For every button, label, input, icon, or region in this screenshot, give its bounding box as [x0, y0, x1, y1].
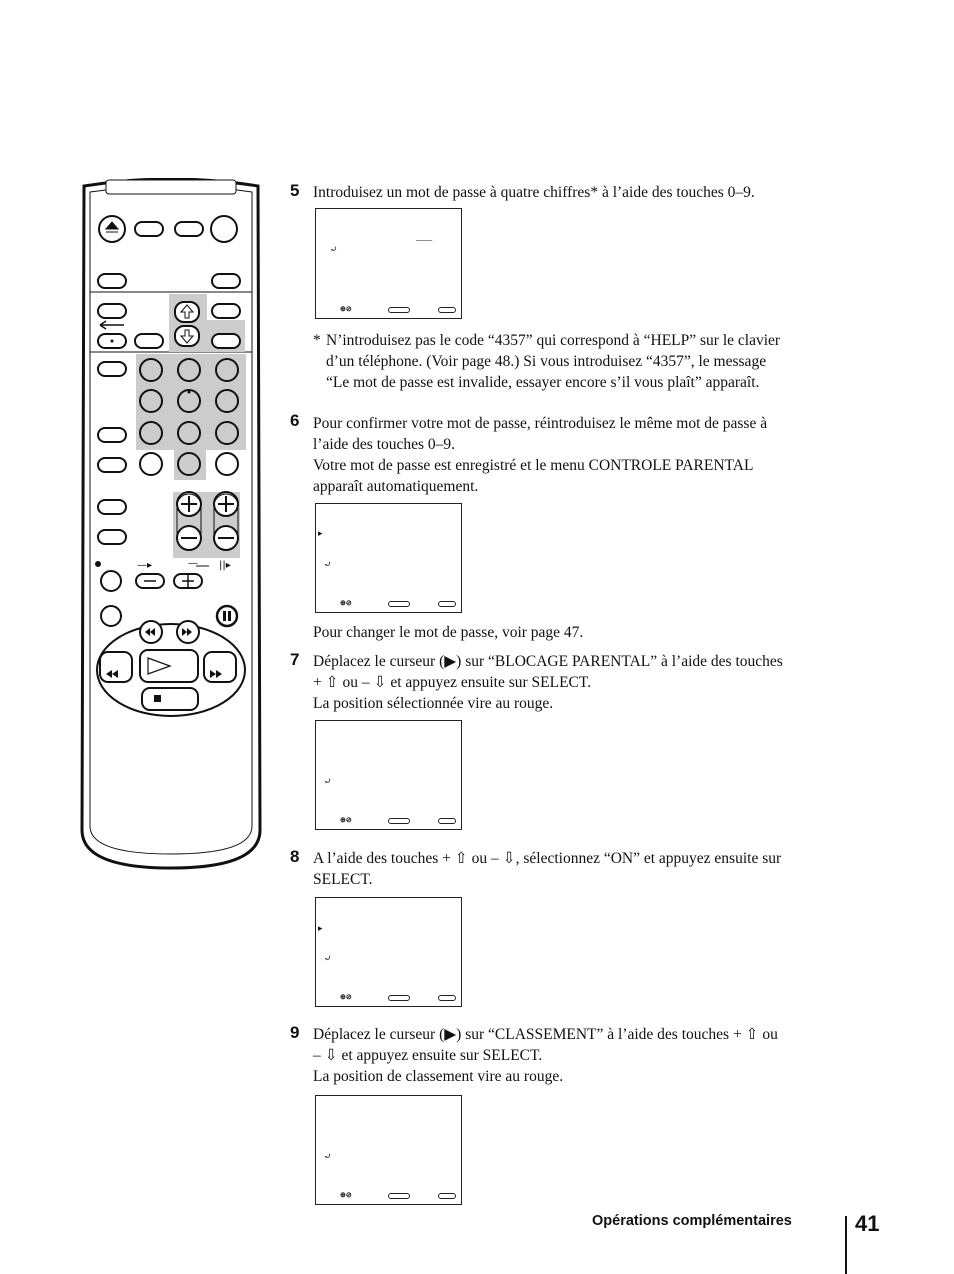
return-icon: ⤾ — [324, 1151, 332, 1161]
step-number: 9 — [290, 1023, 300, 1042]
footnote: N’introduisez pas le code “4357” qui correspond à “HELP” sur le clavier d’un téléphone. (Voir page 48.) Si vous introduisez “4357”, le message “Le mot de passe est invalide, essayer encore s’il vous plaît” apparaît. — [326, 332, 781, 391]
step-text: Déplacez le curseur (▶) sur “CLASSEMENT” à l’aide des touches + ⇧ ou – ⇩ et appuyez ensuite sur SELECT. La position de classement vire au rouge. — [313, 1026, 778, 1085]
return-icon: ⤾ — [324, 559, 332, 569]
remote-slow-label: ||▸ — [219, 560, 231, 571]
step-number: 8 — [290, 847, 300, 866]
screen-badge: ⊕⊘ — [340, 817, 352, 824]
page-number: 41 — [855, 1211, 880, 1236]
remote-dash-label: — — [188, 558, 198, 569]
return-icon: ⤾ — [324, 776, 332, 786]
tv-screen-parental-control — [315, 503, 462, 613]
note-change-password: Pour changer le mot de passe, voir page 47. — [313, 624, 584, 641]
tv-screen-rating — [315, 1095, 462, 1205]
footnote-marker: * — [313, 332, 321, 349]
screen-badge: ⊕⊘ — [340, 1192, 352, 1199]
tv-screen-parental-lock — [315, 720, 462, 830]
step-number: 7 — [290, 650, 300, 669]
tv-screen-lock-on — [315, 897, 462, 1007]
cursor-icon: ▸ — [318, 923, 323, 933]
return-icon: ⤾ — [324, 953, 332, 963]
tv-screen-password-entry — [315, 208, 462, 319]
remote-minus-play-label: —▸ — [137, 560, 153, 571]
step-text: Introduisez un mot de passe à quatre chiffres* à l’aide des touches 0–9. — [313, 184, 755, 201]
return-icon: ⤾ — [330, 244, 338, 254]
step-number: 5 — [290, 181, 300, 200]
step-text: Pour confirmer votre mot de passe, réintroduisez le même mot de passe à l’aide des touches 0–9. Votre mot de passe est enregistré et le menu CONTROLE PARENTAL apparaît automatiquement. — [313, 415, 768, 495]
section-title: Opérations complémentaires — [592, 1213, 792, 1229]
cursor-icon: ▸ — [318, 528, 323, 538]
screen-badge: ⊕⊘ — [340, 994, 352, 1001]
screen-badge: ⊕⊘ — [340, 600, 352, 607]
step-text: A l’aide des touches + ⇧ ou – ⇩, sélectionnez “ON” et appuyez ensuite sur SELECT. — [313, 850, 782, 888]
footer-divider — [845, 1216, 847, 1274]
screen-badge: ⊕⊘ — [340, 306, 352, 313]
step-number: 6 — [290, 411, 300, 430]
remote-control-illustration — [76, 178, 266, 874]
step-text: Déplacez le curseur (▶) sur “BLOCAGE PARENTAL” à l’aide des touches + ⇧ ou – ⇩ et appuyez ensuite sur SELECT. La position sélectionnée vire au rouge. — [313, 653, 783, 712]
password-blanks: ___ _ — [416, 232, 432, 242]
